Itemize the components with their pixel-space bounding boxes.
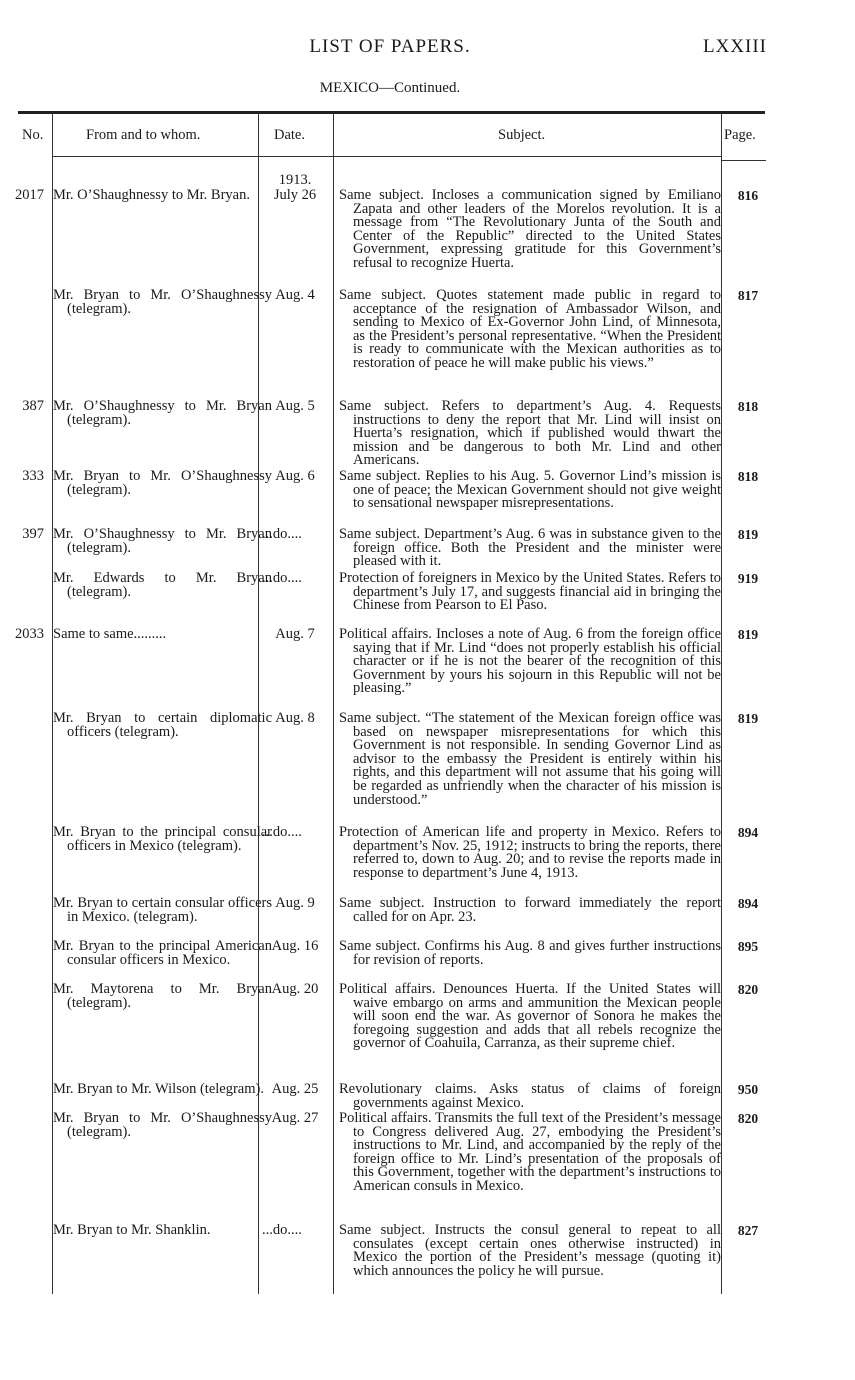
page-title: LIST OF PAPERS. [309,36,471,57]
row-page: 819 [737,627,759,642]
row-from-to: Mr. O’Shaughnessy to Mr. Bryan. [53,187,250,203]
row-page: 818 [737,469,759,484]
row-date: ...do.... [262,526,302,542]
column-header-page: Page. [724,127,756,143]
row-subject: Protection of American life and property in Mexico. Refers to department’s Nov. 25, 1912; instructs to bring the reports, there referred to, down to Aug. 20; and to revise the reports made in response to department’s June 4, 1913. [339,824,721,881]
row-from-to: Mr. Bryan to the principal American consular officers in Mexico. [53,938,272,968]
row-subject: Revolutionary claims. Asks status of claims of foreign governments against Mexico. [339,1081,721,1111]
row-page: 895 [737,939,759,954]
row-from-to: Mr. Maytorena to Mr. Bryan (telegram). [53,981,272,1011]
row-page: 919 [737,571,759,586]
row-number: 2033 [15,626,44,642]
top-rule [18,111,765,114]
row-page: 818 [737,399,759,414]
row-page: 827 [737,1223,759,1238]
page-number: LXXIII [702,36,767,57]
row-page: 820 [737,1111,759,1126]
row-page: 819 [737,527,759,542]
row-from-to: Mr. Edwards to Mr. Bryan (telegram). [53,570,272,600]
row-from-to: Mr. O’Shaughnessy to Mr. Bryan (telegram). [53,398,272,428]
row-date: Aug. 8 [275,710,315,726]
row-subject: Same subject. Refers to department’s Aug. 4. Requests instructions to deny the report that Mr. Lind will insist on Huerta’s resignation, which if published would thwart the mission and be dangerous to both Mr. Lind and other Americans. [339,398,721,469]
row-date: Aug. 7 [275,626,315,642]
row-date: Aug. 27 [271,1110,319,1126]
row-from-to: Mr. Bryan to certain diplomatic officers (telegram). [53,710,272,740]
column-header-from: From and to whom. [86,127,201,143]
header-rule [721,160,766,161]
column-divider [333,114,334,1294]
row-number: 333 [22,468,44,484]
column-header-subject: Subject. [498,127,546,143]
row-from-to: Mr. O’Shaughnessy to Mr. Bryan (telegram). [53,526,272,556]
row-number: 2017 [15,187,44,203]
row-date: ...do.... [262,570,302,586]
row-from-to: Mr. Bryan to certain consular officers in Mexico. (telegram). [53,895,272,925]
row-subject: Protection of foreigners in Mexico by the United States. Refers to department’s July 17, and suggests financial aid in bringing the Chinese from Pearson to El Paso. [339,570,721,614]
header-rule [258,156,333,157]
row-date: Aug. 25 [271,1081,319,1097]
row-subject: Same subject. “The statement of the Mexican foreign office was based on newspaper misrepresentations for which this Government is not responsible. In sending Governor Lind as advisor to the embassy the President is entirely within his rights, and this department will not assume that his going will be regarded as unfriendly when the character of his mission is understood.” [339,710,721,808]
row-date: Aug. 5 [275,398,315,414]
row-date: Aug. 16 [271,938,319,954]
row-subject: Same subject. Department’s Aug. 6 was in substance given to the foreign office. Both the President and the minister were pleased with it. [339,526,721,570]
row-subject: Same subject. Instruction to forward immediately the report called for on Apr. 23. [339,895,721,925]
section-subtitle: MEXICO—Continued. [319,80,461,96]
row-from-to: Mr. Bryan to the principal consular officers in Mexico (telegram). [53,824,272,854]
row-date: July 26 [273,187,317,203]
row-date: Aug. 9 [275,895,315,911]
row-subject: Same subject. Incloses a communication signed by Emiliano Zapata and other leaders of the Morelos revolution. It is a message from “The Revolutionary Junta of the South and Center of the Republic” directed to the United States Government, expressing gratitude for this Government’s refusal to recognize Huerta. [339,187,721,271]
column-divider [721,114,722,1294]
row-number: 387 [22,398,44,414]
row-date: Aug. 6 [275,468,315,484]
year-label: 1913. [278,172,312,188]
row-from-to: Mr. Bryan to Mr. Shanklin. [53,1222,211,1238]
row-subject: Political affairs. Incloses a note of Aug. 6 from the foreign office saying that if Mr. Lind “does not properly establish his official character or if he is not the bearer of the recognition of this Government by yours his sojourn in this Republic will not be pleasing.” [339,626,721,697]
row-from-to: Mr. Bryan to Mr. O’Shaughnessy (telegram). [53,468,272,498]
row-subject: Political affairs. Denounces Huerta. If the United States will waive embargo on arms and ammunition the Mexican people will soon end the war. As governor of Sonora he makes the foregoing suggestion and adds that all rebels recognize the governor of Coahuila, Carranza, as their supreme chief. [339,981,721,1052]
row-from-to: Mr. Bryan to Mr. O’Shaughnessy (telegram). [53,287,272,317]
header-rule [52,156,258,157]
row-from-to: Mr. Bryan to Mr. Wilson (telegram). [53,1081,264,1097]
column-header-date: Date. [274,127,305,143]
header-rule [333,156,721,157]
row-subject: Same subject. Instructs the consul general to repeat to all consulates (except certain ones otherwise instructed) in Mexico the portion of the President’s message (quoting it) which announces the policy he will pursue. [339,1222,721,1279]
row-subject: Same subject. Replies to his Aug. 5. Governor Lind’s mission is one of peace; the Mexican Government should not give weight to sensational newspaper misrepresentations. [339,468,721,512]
row-date: ...do.... [262,1222,302,1238]
row-page: 894 [737,896,759,911]
row-from-to: Mr. Bryan to Mr. O’Shaughnessy (telegram). [53,1110,272,1140]
row-number: 397 [22,526,44,542]
row-subject: Political affairs. Transmits the full text of the President’s message to Congress delivered Aug. 27, embodying the President’s instructions to Mr. Lind, and accompanied by the reply of the foreign office to Mr. Lind’s presentation of the proposals of this Government, together with the department’s instructions to American consuls in Mexico. [339,1110,721,1194]
row-page: 817 [737,288,759,303]
row-subject: Same subject. Quotes statement made public in regard to acceptance of the resignation of Ambassador Wilson, and sending to Mexico of Ex-Governor John Lind, of Minnesota, as the President’s personal representative. “When the President is ready to communicate with the Mexican authorities as to restoration of peace he will make public his views.” [339,287,721,371]
row-page: 894 [737,825,759,840]
row-page: 950 [737,1082,759,1097]
row-date: ...do.... [262,824,302,840]
row-page: 819 [737,711,759,726]
row-page: 816 [737,188,759,203]
row-from-to: Same to same......... [53,626,167,642]
column-header-no: No. [22,127,44,143]
row-date: Aug. 4 [275,287,315,303]
row-date: Aug. 20 [271,981,319,997]
row-subject: Same subject. Confirms his Aug. 8 and gives further instructions for revision of reports. [339,938,721,968]
row-page: 820 [737,982,759,997]
